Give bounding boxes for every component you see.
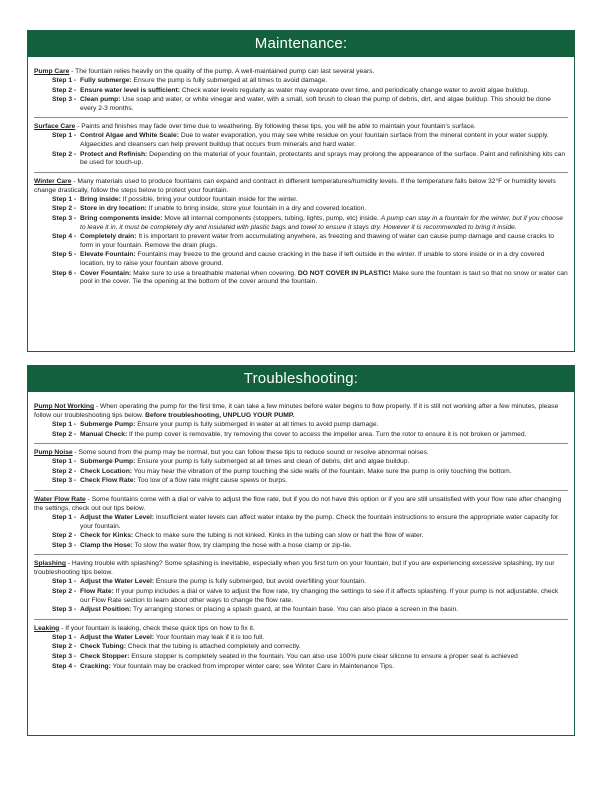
- step-row: [52, 96, 568, 113]
- troubleshooting-panel: [27, 365, 575, 736]
- step-content: [80, 514, 568, 531]
- step-row: [52, 270, 568, 287]
- step-content: [80, 606, 568, 615]
- step-label: Step 2 -: [52, 643, 77, 651]
- step-content: [80, 663, 568, 672]
- section-intro-text: - Some fountains come with a dial or valve to adjust the flow rate, but if you do not have this option or if you are still unsatisfied with your flow rate after changing the settings, check out our tips below.: [34, 495, 562, 512]
- step-text: Try arranging stones or placing a splash guard, at the fountain base. You can also place a screen in the basin.: [131, 606, 459, 614]
- step-name: Clean pump:: [80, 96, 121, 104]
- step-label: Step 1 -: [52, 195, 77, 203]
- section: [34, 402, 568, 444]
- step-name: Cracking:: [80, 662, 111, 670]
- step-label: Step 2 -: [52, 205, 77, 213]
- step-content: [80, 532, 568, 541]
- section-title: Surface Care: [34, 123, 76, 131]
- step-text: It is important to prevent water from accumulating anywhere, as freezing and thawing of water can cause pump damage and cause cracks to form in your fountain. Remove the drain plugs.: [80, 233, 554, 249]
- step-name: Adjust Position:: [80, 606, 132, 614]
- step-label: Step 1 -: [52, 421, 77, 428]
- section-intro: [34, 559, 568, 577]
- step-label: Step 3 -: [52, 541, 77, 549]
- step-text: Due to water evaporation, you may see white residue on your fountain surface from the mineral content in your water supply. Algaecides and cleansers can help prevent buildup that occurs from minerals and hard water.: [80, 132, 549, 148]
- step-text: Fountains may freeze to the ground and cause cracking in the base if left outside in the winter. If unable to store inside or in a dry covered location, try to raise your fountain above ground.: [80, 251, 545, 267]
- step-name: Protect and Refinish:: [80, 150, 148, 158]
- section-intro-text: - The fountain relies heavily on the quality of the pump. A well-maintained pump can last several years.: [69, 68, 375, 75]
- step-content: [80, 431, 568, 440]
- step-label: Step 2 -: [52, 86, 77, 94]
- step-name: Ensure water level is sufficient:: [80, 86, 180, 94]
- step-row: [52, 77, 568, 86]
- step-text: If unable to bring inside, store your fountain in a dry and covered location.: [146, 205, 367, 213]
- step-row: [52, 578, 568, 587]
- step-row: [52, 421, 568, 430]
- step-label: Step 3 -: [52, 477, 77, 485]
- step-row: [52, 215, 568, 232]
- step-row: [52, 634, 568, 643]
- section-title: Water Flow Rate: [34, 495, 86, 503]
- step-label: Step 2 -: [52, 467, 77, 475]
- step-content: [80, 588, 568, 605]
- step-text: Use soap and water, or white vinegar and water, with a small, soft brush to clean the pump of debris, dirt, and algae buildup. This should be done every 2-3 months.: [80, 96, 551, 112]
- section-intro: [34, 402, 568, 420]
- step-row: [52, 468, 568, 477]
- step-row: [52, 196, 568, 205]
- step-name: Elevate Fountain:: [80, 251, 136, 259]
- step-label: Step 4 -: [52, 662, 77, 670]
- step-name: Submerge Pump:: [80, 458, 136, 466]
- step-text: To slow the water flow, try clamping the hose with a hose clamp or zip-tie.: [132, 541, 352, 549]
- section: [34, 559, 568, 619]
- step-content: [80, 233, 568, 250]
- step-text: Ensure your pump is fully submerged in water at all times to avoid pump damage.: [135, 421, 379, 428]
- section-title: Pump Care: [34, 68, 70, 75]
- step-content: [80, 196, 568, 205]
- step-name: Fully submerge:: [80, 77, 132, 84]
- step-label: Step 1 -: [52, 578, 77, 586]
- step-name: Completely drain:: [80, 233, 137, 241]
- step-label: Step 1 -: [52, 132, 77, 140]
- section-intro-warning: Before troubleshooting, UNPLUG YOUR PUMP.: [145, 412, 295, 419]
- section: [34, 67, 568, 118]
- step-label: Step 5 -: [52, 251, 77, 259]
- section-intro: [34, 495, 568, 513]
- step-row: [52, 514, 568, 531]
- step-label: Step 3 -: [52, 96, 77, 104]
- maintenance-heading: Maintenance:: [28, 31, 574, 57]
- section-intro-text: - Paints and finishes may fade over time due to weathering. By following these tips, you will be able to maintain your fountain's surface.: [75, 123, 476, 131]
- step-row: [52, 431, 568, 440]
- step-row: [52, 151, 568, 168]
- step-label: Step 1 -: [52, 458, 77, 466]
- step-name: Adjust the Water Level:: [80, 513, 155, 521]
- step-row: [52, 87, 568, 96]
- step-label: Step 2 -: [52, 150, 77, 158]
- step-label: Step 1 -: [52, 77, 77, 84]
- section: [34, 624, 568, 675]
- step-text: Check that the tubing is attached completely and correctly.: [125, 643, 301, 651]
- step-label: Step 1 -: [52, 513, 77, 521]
- step-name: Control Algae and White Scale:: [80, 132, 179, 140]
- step-content: [80, 151, 568, 168]
- step-row: [52, 653, 568, 662]
- step-name: Submerge Pump:: [80, 421, 136, 428]
- step-name: Check Tubing:: [80, 643, 126, 651]
- step-content: [80, 77, 568, 86]
- step-content: [80, 421, 568, 430]
- step-row: [52, 132, 568, 149]
- step-row: [52, 233, 568, 250]
- step-label: Step 2 -: [52, 587, 77, 595]
- step-name: Manual Check:: [80, 430, 128, 438]
- section-intro: [34, 67, 568, 76]
- step-row: [52, 532, 568, 541]
- step-content: [80, 87, 568, 96]
- section-title: Winter Care: [34, 177, 72, 185]
- troubleshooting-sections: [28, 392, 574, 675]
- step-row: [52, 458, 568, 467]
- section: [34, 122, 568, 172]
- step-label: Step 3 -: [52, 652, 77, 660]
- step-content: [80, 205, 568, 214]
- step-content: [80, 215, 568, 232]
- step-text: If possible, bring your outdoor fountain inside for the winter.: [120, 195, 298, 203]
- step-text-tail: Make sure the fountain is taut so that no snow or water can pool in the cover. Tie the opening at the bottom of the cover around the fountain.: [80, 269, 568, 286]
- section: [34, 177, 568, 291]
- step-text: If your pump includes a dial or valve to adjust the flow rate, try changing the settings to see if it affects splashing. If your pump is not adjustable, check our Flow Rate section to learn about other ways to change the flow rate.: [80, 587, 559, 604]
- step-content: [80, 542, 568, 551]
- section-intro-text: - Some sound from the pump may be normal, but you can follow these tips to reduce sound or resolve abnormal noises.: [72, 449, 429, 457]
- step-text: Depending on the material of your fountain, protectants and sprays may prolong the appearance of the surface. Paint and refinishing kits can be used for touch-up.: [80, 150, 566, 167]
- section-title: Pump Noise: [34, 449, 73, 457]
- step-content: [80, 132, 568, 149]
- step-label: Step 3 -: [52, 606, 77, 614]
- step-note: A pump can stay in a fountain for the winter, but if you choose to leave it in, it must be completely dry and insulated with plastic bags and towel to ensure it stays dry. However it is recommended to bring it inside.: [80, 214, 563, 231]
- step-text: You may hear the vibration of the pump touching the side walls of the fountain. Make sure the pump is only touching the bottom.: [132, 467, 512, 475]
- section-intro: [34, 122, 568, 131]
- step-label: Step 4 -: [52, 233, 77, 241]
- section-intro: [34, 177, 568, 195]
- step-label: Step 6 -: [52, 269, 77, 277]
- step-row: [52, 663, 568, 672]
- section-intro-text: - Having trouble with splashing? Some splashing is inevitable, especially when you first turn on your fountain, but if you are experiencing excessive splashing, try our troubleshooting tips below.: [34, 560, 555, 577]
- step-name: Check for Kinks:: [80, 532, 134, 540]
- step-content: [80, 477, 568, 486]
- step-name: Check Location:: [80, 467, 133, 475]
- section-intro: [34, 624, 568, 633]
- step-content: [80, 458, 568, 467]
- section-title: Splashing: [34, 560, 66, 568]
- section-title: Leaking: [34, 624, 60, 632]
- step-text: Move all internal components (stoppers, tubing, lights, pump, etc) inside.: [162, 214, 381, 222]
- step-content: [80, 468, 568, 477]
- step-name: Store in dry location:: [80, 205, 147, 213]
- step-name: Bring inside:: [80, 195, 121, 203]
- section-intro-text: - If your fountain is leaking, check these quick tips on how to fix it.: [59, 624, 255, 632]
- step-row: [52, 251, 568, 268]
- step-text: Ensure the pump is fully submerged at all times to avoid damage.: [131, 77, 328, 84]
- step-label: Step 2 -: [52, 430, 77, 438]
- step-text: If the pump cover is removable, try removing the cover to access the impeller area. Turn the rotor to ensure it is not broken or jammed.: [127, 430, 527, 438]
- step-row: [52, 643, 568, 652]
- maintenance-sections: [28, 57, 574, 291]
- step-text: Check to make sure the tubing is not kinked. Kinks in the tubing can slow or halt the flow of water.: [133, 532, 424, 540]
- troubleshooting-heading: Troubleshooting:: [28, 366, 574, 392]
- section-title: Pump Not Working: [34, 403, 95, 410]
- step-row: [52, 205, 568, 214]
- step-text: Ensure stopper is completely seated in the fountain. You can also use 100% pure clear silicone to ensure a proper seal is achieved: [129, 652, 518, 660]
- section-intro-text: - Many materials used to produce fountains can expand and contract in different temperatures/humidity levels. If the temperature falls below 32°F or humidity levels change drastically, follow the steps below to protect your fountain.: [34, 177, 556, 194]
- step-name: Check Flow Rate:: [80, 477, 136, 485]
- section: [34, 495, 568, 555]
- step-text: Too low of a flow rate might cause spews or burps.: [135, 477, 288, 485]
- step-row: [52, 606, 568, 615]
- step-content: [80, 270, 568, 287]
- step-name: Adjust the Water Level:: [80, 633, 155, 641]
- step-label: Step 3 -: [52, 214, 77, 222]
- step-name: Cover Fountain:: [80, 269, 132, 277]
- step-name: Bring components inside:: [80, 214, 163, 222]
- step-label: Step 1 -: [52, 633, 77, 641]
- step-row: [52, 542, 568, 551]
- step-warning: DO NOT COVER IN PLASTIC!: [297, 269, 391, 277]
- step-row: [52, 588, 568, 605]
- step-content: [80, 578, 568, 587]
- step-name: Check Stopper:: [80, 652, 130, 660]
- step-content: [80, 96, 568, 113]
- step-text: Check water levels regularly as water may evaporate over time, and periodically change water to avoid algae buildup.: [179, 86, 530, 94]
- step-text: Your fountain may be cracked from improper winter care; see Winter Care in Maintenance Tips.: [110, 662, 395, 670]
- step-name: Clamp the Hose:: [80, 541, 133, 549]
- step-name: Flow Rate:: [80, 587, 114, 595]
- step-text: Your fountain may leak if it is too full.: [154, 633, 265, 641]
- section: [34, 448, 568, 491]
- step-label: Step 2 -: [52, 532, 77, 540]
- step-row: [52, 477, 568, 486]
- step-content: [80, 251, 568, 268]
- step-text: Ensure the pump is fully submerged, but avoid overfilling your fountain.: [154, 578, 366, 586]
- section-intro-text: - When operating the pump for the first time, it can take a few minutes before water begins to flow properly. If it is still not working after a few minutes, please follow our troubleshooting tips below.: [34, 403, 559, 419]
- maintenance-panel: [27, 30, 575, 352]
- step-content: [80, 643, 568, 652]
- step-content: [80, 634, 568, 643]
- section-intro: [34, 448, 568, 457]
- step-text: Insufficient water levels can affect water intake by the pump. Check the fountain instructions to ensure the appropriate water capacity for your fountain.: [80, 513, 559, 530]
- step-name: Adjust the Water Level:: [80, 578, 155, 586]
- step-content: [80, 653, 568, 662]
- step-text: Ensure your pump is fully submerged at all times and clean of debris, dirt and algae buildup.: [135, 458, 410, 466]
- step-text: Make sure to use a breathable material when covering.: [131, 269, 298, 277]
